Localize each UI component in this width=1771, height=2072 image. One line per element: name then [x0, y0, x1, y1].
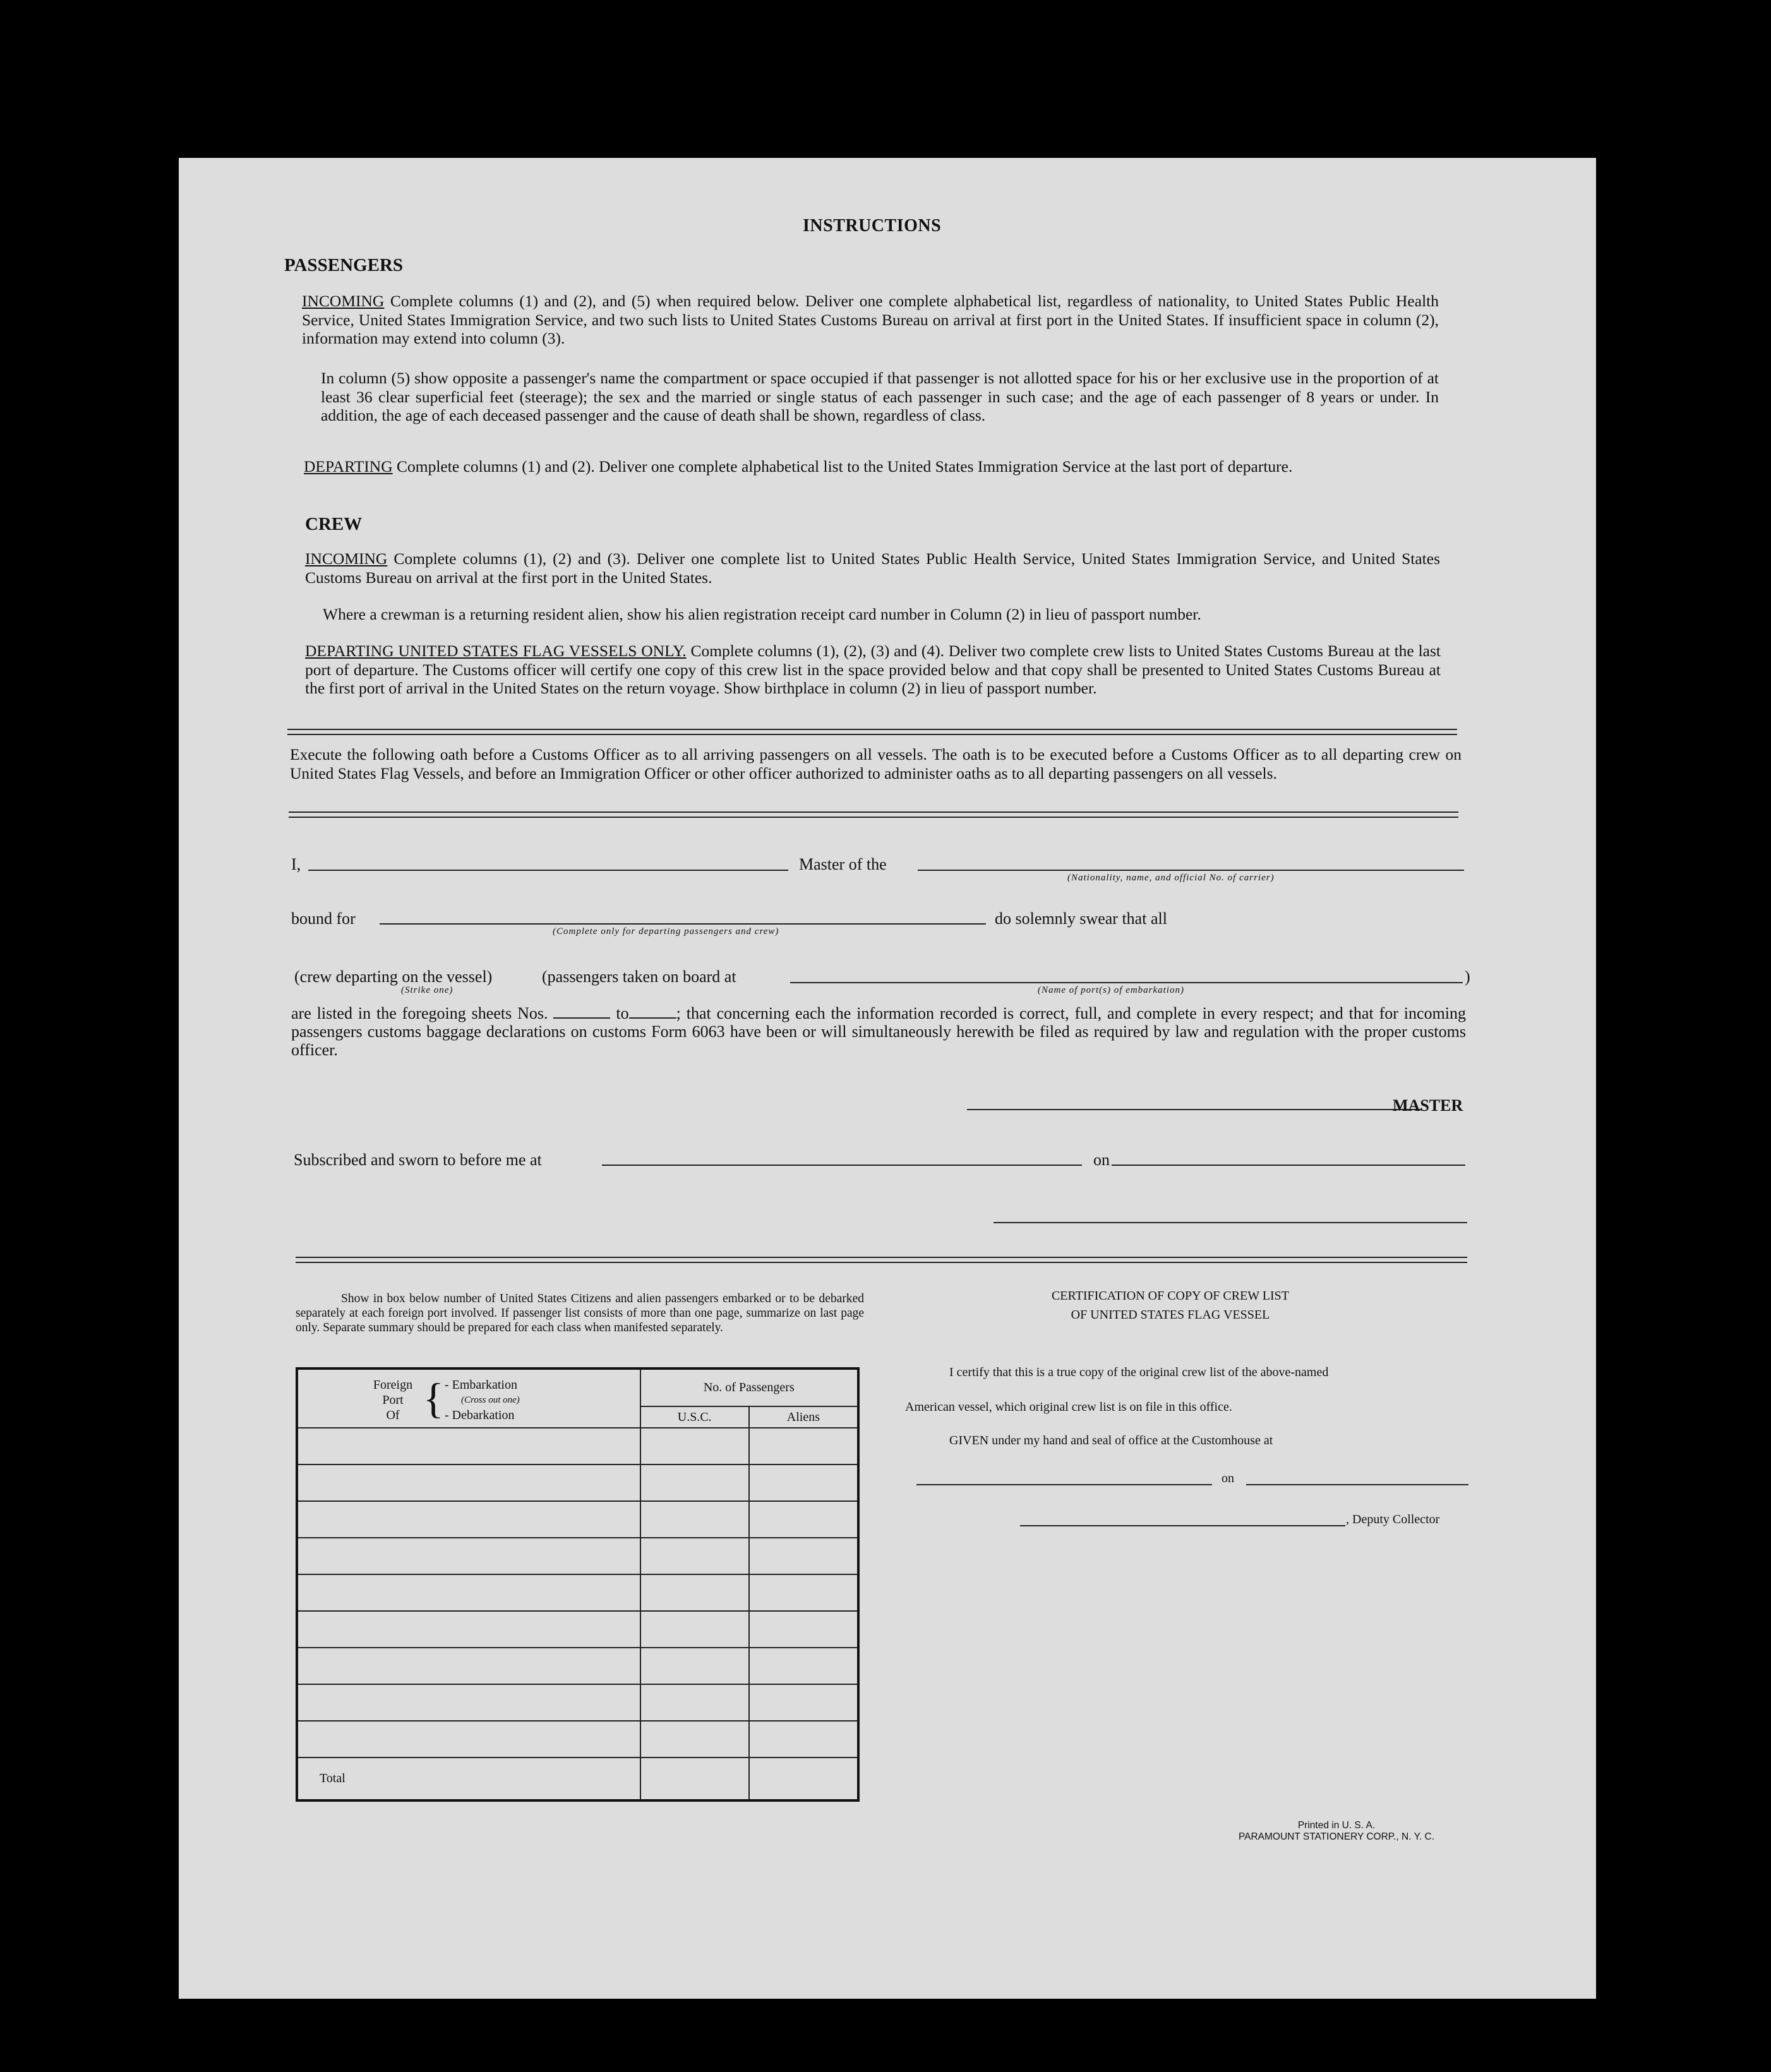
- table-row: [297, 1648, 858, 1684]
- deputy-signature-line[interactable]: [1020, 1525, 1345, 1526]
- divider: [289, 811, 1458, 818]
- table-row: [297, 1501, 858, 1538]
- usc-cell[interactable]: [640, 1464, 749, 1501]
- port-cell[interactable]: [297, 1464, 640, 1501]
- flag-text: Complete columns (1), (2), (3) and (4). Deliver two complete crew lists to United States Customs Bureau at the last port of departure. The Customs officer will certify one copy of this crew list in the space provided below and that copy shall be presented to United States Customs Bureau at the first port of arrival in the United States on the return voyage. Show birthplace in column (2) in lieu of passport number.: [305, 642, 1441, 697]
- listed-text-b: ; that concerning each the information recorded is correct, full, and complete in every respect; and that for incoming passengers customs baggage declarations on customs Form 6063 have been or will simultaneously herewith be filed as required by law and regulation with the proper customs officer.: [291, 1004, 1467, 1059]
- aliens-cell[interactable]: [749, 1684, 858, 1721]
- debarkation-option[interactable]: - Debarkation: [445, 1408, 515, 1422]
- port-cell[interactable]: [297, 1721, 640, 1758]
- table-row: [297, 1721, 858, 1758]
- table-row: [297, 1611, 858, 1648]
- bound-for-label: bound for: [291, 909, 356, 928]
- master-of-the-label: Master of the: [799, 855, 887, 873]
- port-cell[interactable]: [297, 1428, 640, 1464]
- certify-line1: I certify that this is a true copy of the original crew list of the above-named: [949, 1365, 1329, 1379]
- aliens-cell[interactable]: [749, 1538, 858, 1574]
- nationality-hint: (Nationality, name, and official No. of carrier): [1067, 873, 1275, 883]
- master-signature-line[interactable]: [967, 1109, 1422, 1110]
- sheet-to-field[interactable]: [629, 1006, 676, 1019]
- solemnly-swear-label: do solemnly swear that all: [995, 909, 1167, 928]
- foreign-port-header: [297, 1368, 640, 1428]
- aliens-cell[interactable]: [749, 1574, 858, 1611]
- i-label: I,: [291, 855, 301, 873]
- oath-intro-paragraph: Execute the following oath before a Customs Officer as to all arriving passengers on all vessels. The oath is to be executed before a Customs Officer as to all departing crew on United States Flag Vessels, and before an Immigration Officer or other officer authorized to administer oaths as to all departing passengers on all vessels.: [290, 745, 1462, 782]
- subscribed-label: Subscribed and sworn to before me at: [294, 1151, 542, 1169]
- strike-one-hint: (Strike one): [401, 985, 453, 995]
- certify-line2: American vessel, which original crew list is on file in this office.: [905, 1400, 1232, 1414]
- port-hint: (Name of port(s) of embarkation): [1038, 985, 1184, 995]
- divider: [287, 729, 1457, 735]
- to-label: to: [616, 1004, 629, 1022]
- complete-only-hint: (Complete only for departing passengers and crew): [553, 926, 779, 937]
- cert-on-label: on: [1222, 1471, 1234, 1485]
- column5-paragraph: In column (5) show opposite a passenger's name the compartment or space occupied if that passenger is not allotted space for his or her exclusive use in the proportion of at least 36 clear superficial feet (steerage); the sex and the married or single status of each passenger in such case; and the age of each passenger of 8 years or under. In addition, the age of each deceased passenger and the cause of death shall be shown, regardless of class.: [321, 369, 1439, 424]
- crewman-paragraph: Where a crewman is a returning resident alien, show his alien registration receipt card number in Column (2) in lieu of passport number.: [323, 605, 1201, 623]
- flag-vessels-paragraph: [305, 642, 1441, 698]
- cert-date-field[interactable]: [1246, 1484, 1468, 1485]
- officer-signature-line[interactable]: [994, 1222, 1467, 1223]
- customhouse-field[interactable]: [916, 1484, 1212, 1485]
- printed-in-label: Printed in U. S. A.: [1297, 1820, 1376, 1831]
- divider: [296, 1257, 1467, 1263]
- table-row: [297, 1574, 858, 1611]
- deputy-collector-label: , Deputy Collector: [1346, 1512, 1440, 1526]
- cert-title-line1: CERTIFICATION OF COPY OF CREW LIST: [1051, 1289, 1290, 1303]
- port-cell[interactable]: [297, 1501, 640, 1538]
- port-label: Port: [382, 1393, 404, 1407]
- port-cell[interactable]: [297, 1611, 640, 1648]
- aliens-cell[interactable]: [749, 1648, 858, 1684]
- usc-cell[interactable]: [640, 1611, 749, 1648]
- aliens-total-cell[interactable]: [749, 1758, 858, 1800]
- table-row: [297, 1684, 858, 1721]
- usc-cell[interactable]: [640, 1648, 749, 1684]
- summary-instruction: Show in box below number of United States Citizens and alien passengers embarked or to be debarked separately at each foreign port involved. If passenger list consists of more than one page, summarize on last page only. Separate summary should be prepared for each class when manifested separately.: [296, 1292, 864, 1334]
- embarkation-port-field[interactable]: [790, 982, 1463, 983]
- sworn-on-label: on: [1093, 1151, 1110, 1169]
- usc-cell[interactable]: [640, 1721, 749, 1758]
- form-page: [179, 158, 1596, 1999]
- incoming-passengers-paragraph: [302, 292, 1439, 348]
- foreign-label: Foreign: [373, 1378, 413, 1392]
- usc-cell[interactable]: [640, 1574, 749, 1611]
- crew-heading: CREW: [305, 514, 363, 534]
- departing-label: DEPARTING: [304, 457, 393, 476]
- table-row: [297, 1428, 858, 1464]
- aliens-cell[interactable]: [749, 1501, 858, 1538]
- incoming-crew-paragraph: [305, 549, 1440, 587]
- passenger-summary-table: [296, 1367, 860, 1802]
- crew-incoming-text: Complete columns (1), (2) and (3). Deliver one complete list to United States Public Health Service, United States Immigration Service, and United States Customs Bureau on arrival at the first port in the United States.: [305, 549, 1440, 587]
- embarkation-option[interactable]: - Embarkation: [445, 1378, 517, 1392]
- usc-cell[interactable]: [640, 1684, 749, 1721]
- passengers-heading: PASSENGERS: [284, 255, 404, 275]
- instructions-title: INSTRUCTIONS: [803, 216, 942, 236]
- passengers-taken-option[interactable]: (passengers taken on board at: [542, 967, 736, 986]
- of-label: Of: [386, 1408, 400, 1422]
- table-row: [297, 1464, 858, 1501]
- table-row: [297, 1538, 858, 1574]
- total-row: [297, 1758, 858, 1800]
- usc-cell[interactable]: [640, 1501, 749, 1538]
- port-cell[interactable]: [297, 1538, 640, 1574]
- printer-name-label: PARAMOUNT STATIONERY CORP., N. Y. C.: [1238, 1831, 1435, 1842]
- crew-departing-option[interactable]: (crew departing on the vessel): [294, 967, 493, 986]
- aliens-cell[interactable]: [749, 1428, 858, 1464]
- cross-out-hint: (Cross out one): [461, 1395, 520, 1405]
- sworn-date-field[interactable]: [1112, 1165, 1465, 1166]
- total-label: Total: [297, 1758, 640, 1800]
- incoming-text: Complete columns (1) and (2), and (5) when required below. Deliver one complete alphabetical list, regardless of nationality, to United States Public Health Service, United States Immigration Service, and two such lists to United States Customs Bureau on arrival at first port in the United States. If insufficient space in column (2), information may extend into column (3).: [302, 292, 1439, 347]
- port-cell[interactable]: [297, 1574, 640, 1611]
- close-paren: ): [1465, 967, 1470, 986]
- given-line: GIVEN under my hand and seal of office at the Customhouse at: [949, 1434, 1273, 1447]
- master-name-field[interactable]: [308, 870, 788, 871]
- oath-listed-paragraph: [291, 1004, 1466, 1059]
- sworn-place-field[interactable]: [602, 1165, 1082, 1166]
- brace-icon: {: [423, 1374, 444, 1422]
- aliens-cell[interactable]: [749, 1611, 858, 1648]
- port-cell[interactable]: [297, 1648, 640, 1684]
- departing-passengers-paragraph: [304, 457, 1439, 476]
- no-passengers-header: No. of Passengers: [640, 1368, 858, 1406]
- aliens-cell[interactable]: [749, 1464, 858, 1501]
- aliens-cell[interactable]: [749, 1721, 858, 1758]
- destination-field[interactable]: [380, 923, 986, 925]
- cert-title-line2: OF UNITED STATES FLAG VESSEL: [1071, 1308, 1270, 1322]
- departing-text: Complete columns (1) and (2). Deliver one complete alphabetical list to the United States Immigration Service at the last port of departure.: [392, 457, 1293, 476]
- flag-label: DEPARTING UNITED STATES FLAG VESSELS ONLY.: [305, 642, 687, 660]
- incoming-label: INCOMING: [302, 292, 385, 310]
- usc-cell[interactable]: [640, 1538, 749, 1574]
- usc-total-cell[interactable]: [640, 1758, 749, 1800]
- aliens-header: Aliens: [749, 1406, 858, 1428]
- carrier-field[interactable]: [918, 870, 1464, 871]
- master-signature-label: MASTER: [1393, 1096, 1463, 1115]
- port-cell[interactable]: [297, 1684, 640, 1721]
- certification-title: [1025, 1286, 1316, 1324]
- printer-footer: [1194, 1820, 1479, 1843]
- sheet-from-field[interactable]: [553, 1006, 610, 1019]
- usc-cell[interactable]: [640, 1428, 749, 1464]
- listed-text-a: are listed in the foregoing sheets Nos.: [291, 1004, 548, 1022]
- usc-header: U.S.C.: [640, 1406, 749, 1428]
- crew-incoming-label: INCOMING: [305, 549, 388, 568]
